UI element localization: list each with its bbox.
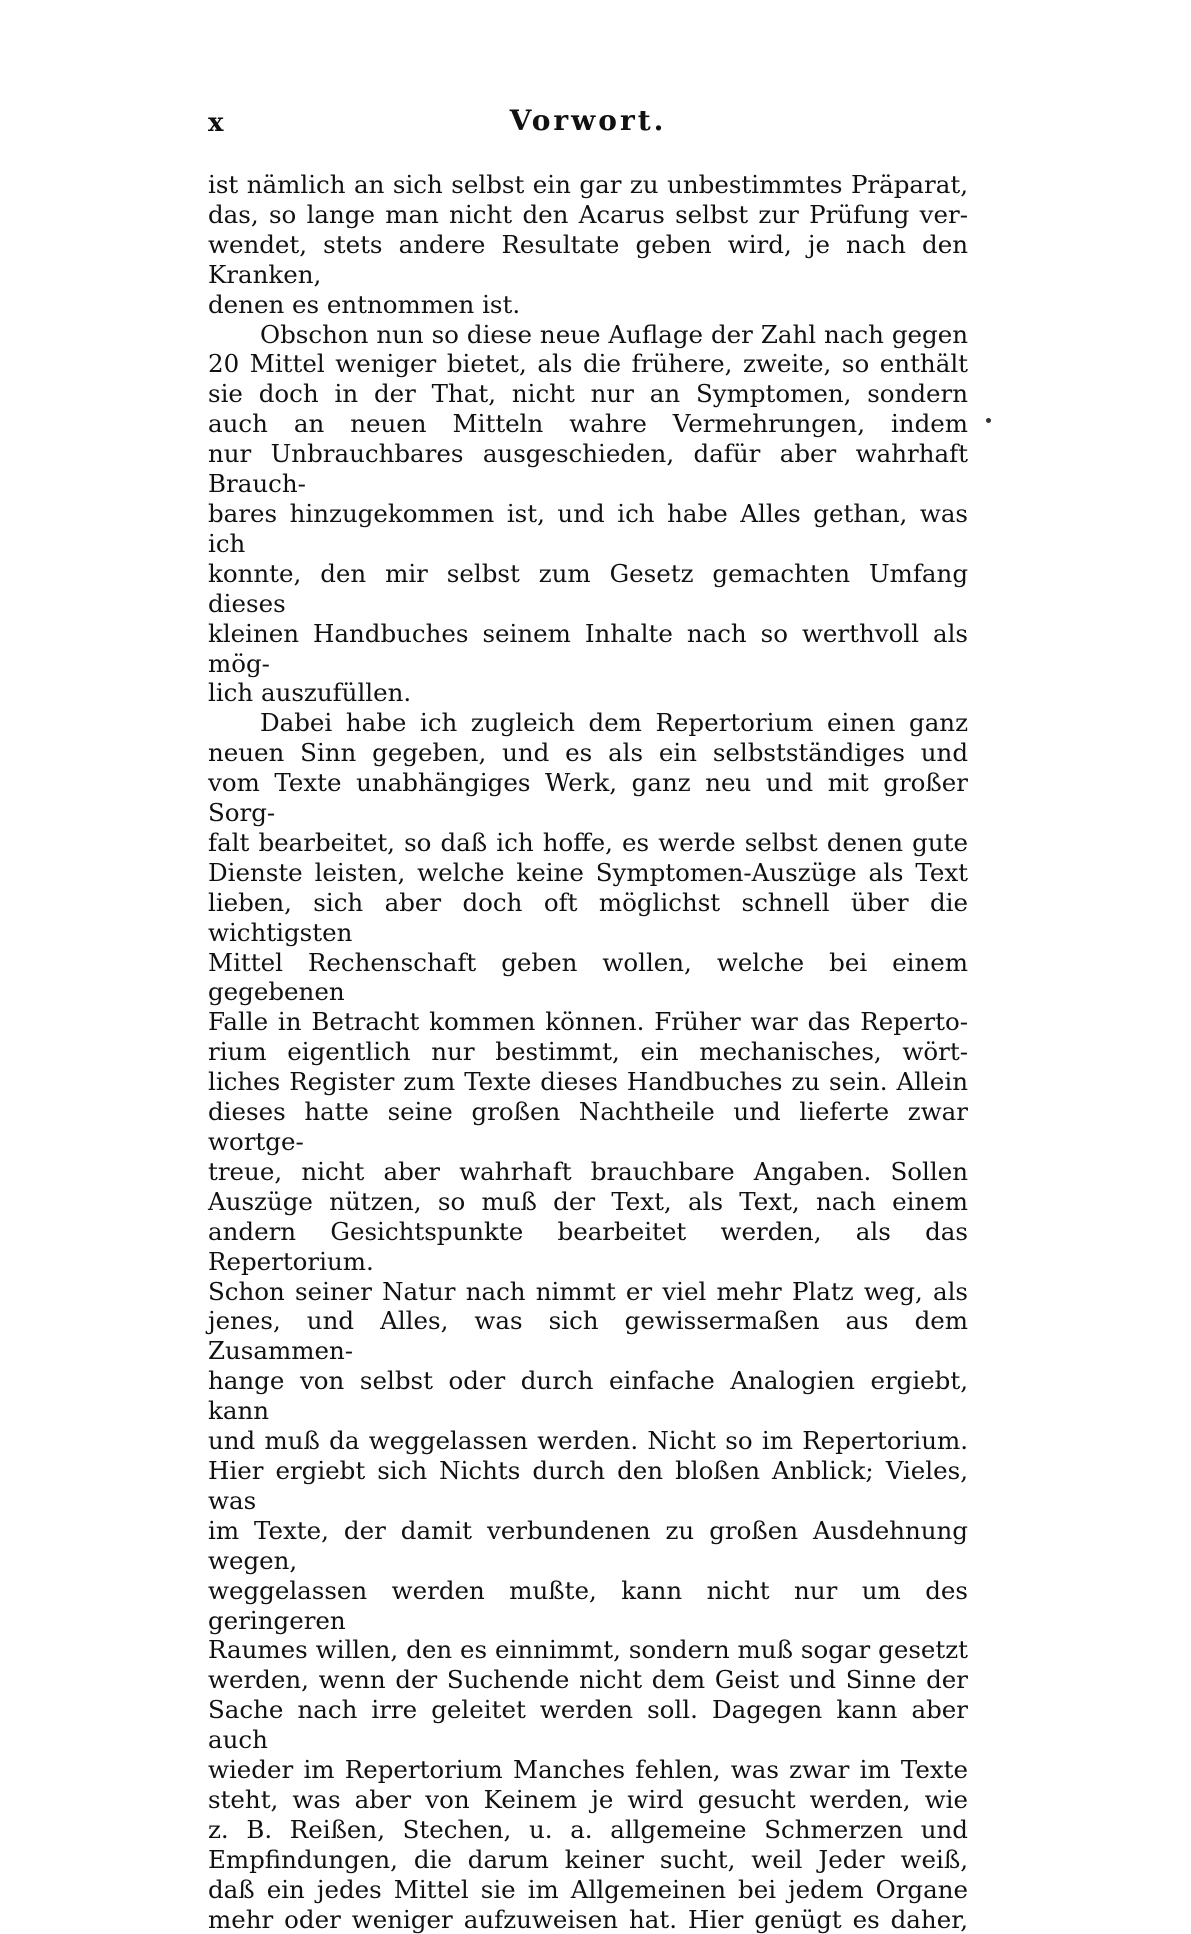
text-line: im Texte, der damit verbundenen zu großen Ausdehnung wegen, — [208, 1515, 968, 1575]
text-line: vom Texte unabhängiges Werk, ganz neu und mit großer Sorg- — [208, 768, 968, 828]
text-line: z. B. Reißen, Stechen, u. a. allgemeine Schmerzen und — [208, 1814, 968, 1844]
text-line: jenes, und Alles, was sich gewissermaßen aus dem Zusammen- — [208, 1306, 968, 1366]
text-line: andern Gesichtspunkte bearbeitet werden, als das Repertorium. — [208, 1216, 968, 1276]
text-line: und muß da weggelassen werden. Nicht so im Repertorium. — [208, 1426, 968, 1456]
text-line: Raumes willen, den es einnimmt, sondern muß sogar gesetzt — [208, 1635, 968, 1665]
text-line: mehr oder weniger aufzuweisen hat. Hier genügt es daher, — [208, 1904, 968, 1934]
text-line: liches Register zum Texte dieses Handbuches zu sein. Allein — [208, 1067, 968, 1097]
text-line: Dabei habe ich zugleich dem Repertorium einen ganz — [260, 708, 968, 738]
text-line: Mittel Rechenschaft geben wollen, welche bei einem gegebenen — [208, 947, 968, 1007]
text-line: Empfindungen, die darum keiner sucht, weil Jeder weiß, — [208, 1844, 968, 1874]
text-line: dieses hatte seine großen Nachtheile und lieferte zwar wortge- — [208, 1097, 968, 1156]
text-line: Falle in Betracht kommen können. Früher war das Reperto- — [208, 1007, 968, 1037]
text-line: wieder im Repertorium Manches fehlen, was zwar im Texte — [208, 1755, 968, 1785]
text-line: rium eigentlich nur bestimmt, ein mechanisches, wört- — [208, 1037, 968, 1067]
text-line: auch an neuen Mitteln wahre Vermehrungen, indem — [208, 409, 968, 439]
text-line: kleinen Handbuches seinem Inhalte nach so werthvoll als mög- — [208, 618, 968, 678]
text-line: Hier ergiebt sich Nichts durch den bloßen Anblick; Vieles, was — [208, 1455, 968, 1515]
text-line: wendet, stets andere Resultate geben wird, je nach den Kranken, — [208, 229, 968, 289]
text-line: daß ein jedes Mittel sie im Allgemeinen bei jedem Organe — [208, 1874, 968, 1904]
text-line: sie doch in der That, nicht nur an Symptomen, sondern — [208, 379, 968, 409]
text-line: Dienste leisten, welche keine Symptomen-Auszüge als Text — [208, 857, 968, 887]
text-line: falt bearbeitet, so daß ich hoffe, es werde selbst denen gute — [208, 827, 968, 857]
text-line: weggelassen werden mußte, kann nicht nur um des geringeren — [208, 1575, 968, 1635]
body-text — [208, 170, 968, 1934]
text-line: lieben, sich aber doch oft möglichst schnell über die wichtigsten — [208, 887, 968, 947]
text-line: konnte, den mir selbst zum Gesetz gemachten Umfang dieses — [208, 558, 968, 618]
page-header — [208, 104, 968, 144]
text-line: Obschon nun so diese neue Auflage der Zahl nach gegen — [260, 319, 968, 349]
text-line: steht, was aber von Keinem je wird gesucht werden, wie — [208, 1784, 968, 1814]
running-title: Vorwort. — [509, 104, 667, 137]
text-line: ist nämlich an sich selbst ein gar zu unbestimmtes Präparat, — [208, 170, 968, 199]
text-line: Schon seiner Natur nach nimmt er viel mehr Platz weg, als — [208, 1276, 968, 1306]
text-line: hange von selbst oder durch einfache Analogien ergiebt, kann — [208, 1366, 968, 1426]
text-line: Sache nach irre geleitet werden soll. Dagegen kann aber auch — [208, 1695, 968, 1755]
text-line: denen es entnommen ist. — [208, 289, 521, 319]
text-line: das, so lange man nicht den Acarus selbst zur Prüfung ver- — [208, 199, 968, 229]
text-line: werden, wenn der Suchende nicht dem Geist und Sinne der — [208, 1665, 968, 1695]
ink-speck — [986, 418, 991, 423]
text-line: neuen Sinn gegeben, und es als ein selbstständiges und — [208, 738, 968, 768]
page-number: x — [208, 108, 224, 138]
text-line: nur Unbrauchbares ausgeschieden, dafür aber wahrhaft Brauch- — [208, 439, 968, 499]
text-line: treue, nicht aber wahrhaft brauchbare Angaben. Sollen — [208, 1156, 968, 1186]
text-line: lich auszufüllen. — [208, 678, 412, 708]
text-line: 20 Mittel weniger bietet, als die frühere, zweite, so enthält — [208, 349, 968, 379]
text-line: bares hinzugekommen ist, und ich habe Alles gethan, was ich — [208, 498, 968, 558]
text-line: Auszüge nützen, so muß der Text, als Text, nach einem — [208, 1186, 968, 1216]
